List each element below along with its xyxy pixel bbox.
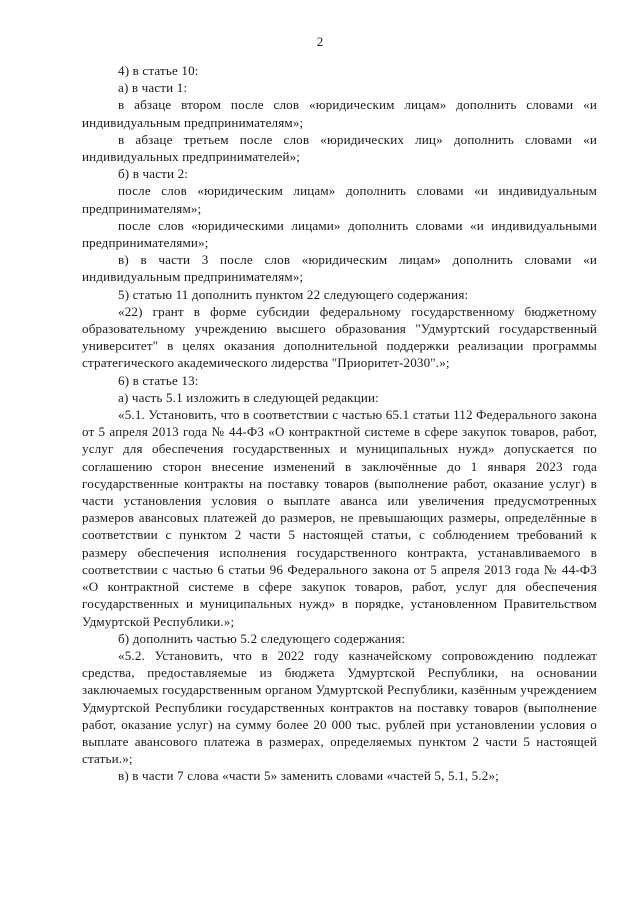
paragraph-item-5: 5) статью 11 дополнить пунктом 22 следующего содержания: — [118, 286, 469, 302]
paragraph-sub-b: б) в части 2: — [118, 166, 189, 182]
paragraph-part-7: в) в части 7 слова «части 5» заменить словами «частей 5, 5.1, 5.2»; — [118, 768, 499, 784]
paragraph-after-words-2: после слов «юридическими лицами» дополнить словами «и индивидуальными предпринимателями»; — [82, 217, 597, 251]
paragraph-part-5-2: «5.2. Установить, что в 2022 году казначейскому сопровождению подлежат средства, предоставляемые из бюджета Удмуртской Республики, на основании заключаемых государственным органом Удмуртской Республики, казённым учреждением Удмуртской Республики государственных контрактов на поставку товаров (выполнение работ, оказание услуг) на сумму более 20 000 тыс. рублей при установлении условия о выплате авансового платежа в размерах, определяемых пунктом 2 части 5 настоящей статьи.»; — [82, 647, 597, 767]
paragraph-sub-v: в) в части 3 после слов «юридическим лицам» дополнить словами «и индивидуальным предпринимателям»; — [82, 252, 597, 285]
paragraph-abzac-2: в абзаце втором после слов «юридическим лицам» дополнить словами «и индивидуальным предпринимателям»; — [82, 97, 597, 130]
paragraph-after-words-1: после слов «юридическим лицам» дополнить словами «и индивидуальным предпринимателям»; — [82, 183, 597, 216]
paragraph-part-5-1: «5.1. Установить, что в соответствии с частью 65.1 статьи 112 Федерального закона от 5 апреля 2013 года № 44-ФЗ «О контрактной системе в сфере закупок товаров, работ, услуг для обеспечения государственных и муниципальных нужд» допускается по соглашению сторон внесение изменений в заключённые до 1 января 2023 года государственные контракты на поставку товаров (выполнение работ, оказание услуг) в части установления условия о выплате аванса или увеличения предусмотренных размеров авансовых платежей до размеров, не превышающих размеры, определённые в соответствии с пунктом 2 части 5 настоящей статьи, с соблюдением требований к размеру обеспечения исполнения государственного контракта, устанавливаемого в соответствии с частью 6 статьи 96 Федерального закона от 5 апреля 2013 года № 44-ФЗ «О контрактной системе в сфере закупок товаров, работ, услуг для обеспечения государственных и муниципальных нужд» в порядке, установленном Правительством Удмуртской Республики.»; — [82, 407, 597, 629]
page-number: 2 — [316, 34, 324, 49]
document-body — [82, 62, 597, 785]
paragraph-item-6: 6) в статье 13: — [118, 372, 199, 388]
paragraph-abzac-3: в абзаце третьем после слов «юридических лиц» дополнить словами «и индивидуальных предпринимателей»; — [82, 131, 597, 165]
paragraph-sub-a: а) в части 1: — [118, 80, 188, 96]
paragraph-item-4: 4) в статье 10: — [118, 63, 199, 78]
paragraph-grant: «22) грант в форме субсидии федеральному государственному бюджетному образовательному учреждению высшего образования "Удмуртский государственный университет" в целях оказания дополнительной поддержки реализации программы стратегического академического лидерства "Приоритет-2030".»; — [82, 303, 597, 371]
paragraph-part-5-2-intro: б) дополнить частью 5.2 следующего содержания: — [118, 630, 406, 646]
paragraph-part-5-1-intro: а) часть 5.1 изложить в следующей редакции: — [118, 389, 379, 405]
